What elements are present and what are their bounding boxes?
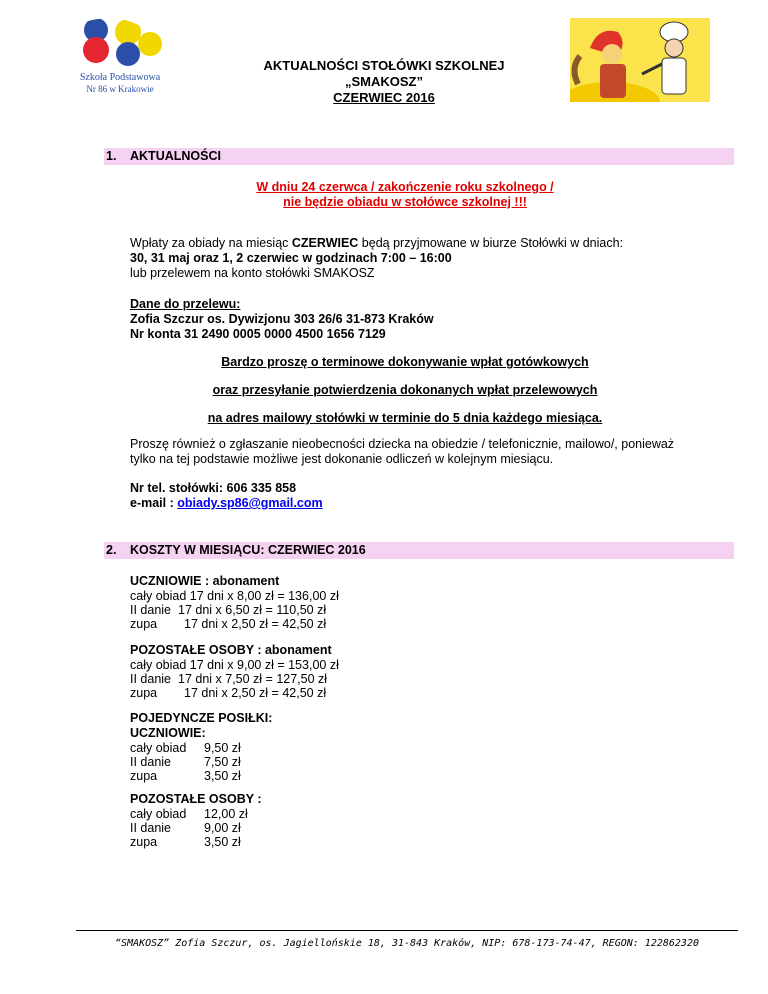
cost-calc: 17 dni x 9,00 zł = 153,00 zł bbox=[189, 658, 339, 672]
price-row bbox=[130, 769, 720, 783]
chef-cartoon-icon bbox=[570, 18, 710, 102]
request-line1: Bardzo proszę o terminowe dokonywanie wpłat gotówkowych bbox=[221, 355, 589, 369]
section-bar-costs bbox=[104, 542, 734, 559]
phone-label: Nr tel. stołówki: 606 335 858 bbox=[130, 481, 297, 495]
notice-line1: W dniu 24 czerwca / zakończenie roku szkolnego / bbox=[256, 180, 554, 194]
cost-calc: 17 dni x 6,50 zł = 110,50 zł bbox=[178, 603, 327, 617]
title-line1: AKTUALNOŚCI STOŁÓWKI SZKOLNEJ bbox=[263, 58, 505, 73]
price-row bbox=[130, 807, 720, 821]
footer-text: “SMAKOSZ” Zofia Szczur, os. Jagiellońskie 18, 31-843 Kraków, NIP: 678-173-74-47, REGON: 122862320 bbox=[115, 938, 699, 949]
section-heading: AKTUALNOŚCI bbox=[130, 149, 221, 163]
email-link[interactable]: obiady.sp86@gmail.com bbox=[177, 496, 323, 510]
request-line3: na adres mailowy stołówki w terminie do 5 dnia każdego miesiąca. bbox=[207, 411, 603, 425]
transfer-name: Zofia Szczur os. Dywizjonu 303 26/6 31-873 Kraków bbox=[130, 312, 434, 326]
price-label: cały obiad bbox=[130, 741, 187, 755]
price-value: 7,50 zł bbox=[204, 755, 241, 769]
cost-label: zupa bbox=[130, 686, 158, 700]
cost-calc: 17 dni x 2,50 zł = 42,50 zł bbox=[184, 686, 327, 700]
email-row bbox=[130, 496, 720, 511]
transfer-heading: Dane do przelewu: bbox=[130, 297, 241, 311]
price-value: 12,00 zł bbox=[204, 807, 248, 821]
cost-calc: 17 dni x 7,50 zł = 127,50 zł bbox=[178, 672, 328, 686]
school-logo bbox=[56, 14, 184, 98]
footer-divider bbox=[76, 930, 738, 931]
absence-line2: tylko na tej podstawie możliwe jest dokonanie odliczeń w kolejnym miesiącu. bbox=[130, 452, 554, 466]
title-line2: „SMAKOSZ” bbox=[345, 74, 423, 89]
school-logo-icon bbox=[56, 14, 184, 98]
price-label: II danie bbox=[130, 821, 172, 835]
notice-line2: nie będzie obiadu w stołówce szkolnej !!! bbox=[283, 195, 527, 209]
payment-month: CZERWIEC bbox=[291, 236, 359, 250]
absence-line1: Proszę również o zgłaszanie nieobecności dziecka na obiedzie / telefonicznie, mailowo/, ponieważ bbox=[130, 437, 675, 451]
cost-label: cały obiad bbox=[130, 658, 187, 672]
request-line2: oraz przesyłanie potwierdzenia dokonanych wpłat przelewowych bbox=[212, 383, 598, 397]
transfer-account: Nr konta 31 2490 0005 0000 4500 1656 7129 bbox=[130, 327, 386, 341]
payment-pre: Wpłaty za obiady na miesiąc bbox=[130, 236, 292, 250]
single-students-heading: UCZNIOWIE: bbox=[130, 726, 206, 740]
cost-calc: 17 dni x 2,50 zł = 42,50 zł bbox=[184, 617, 327, 631]
transfer-details bbox=[130, 297, 720, 342]
page-title bbox=[200, 58, 568, 106]
price-label: II danie bbox=[130, 755, 172, 769]
closing-notice bbox=[130, 180, 680, 210]
logo-text-line1: Szkoła Podstawowa bbox=[79, 72, 161, 83]
cost-calc: 17 dni x 8,00 zł = 136,00 zł bbox=[189, 589, 339, 603]
price-label: cały obiad bbox=[130, 807, 187, 821]
section-bar-news bbox=[104, 148, 734, 165]
students-subscription bbox=[130, 574, 720, 631]
logo-text-line2: Nr 86 w Krakowie bbox=[86, 84, 154, 94]
price-value: 3,50 zł bbox=[204, 769, 241, 783]
single-meals-others bbox=[130, 792, 720, 849]
single-others-heading: POZOSTAŁE OSOBY : bbox=[130, 792, 262, 806]
chef-cartoon bbox=[570, 18, 710, 102]
cost-row bbox=[130, 658, 720, 672]
price-row bbox=[130, 741, 720, 755]
price-row bbox=[130, 821, 720, 835]
section-number: 1. bbox=[106, 149, 117, 163]
price-value: 9,50 zł bbox=[204, 741, 241, 755]
cost-label: cały obiad bbox=[130, 589, 187, 603]
others-subscription bbox=[130, 643, 720, 700]
price-value: 9,00 zł bbox=[204, 821, 241, 835]
absence-info bbox=[130, 437, 720, 467]
section-number: 2. bbox=[106, 543, 117, 557]
price-row bbox=[130, 835, 720, 849]
section-heading: KOSZTY W MIESIĄCU: CZERWIEC 2016 bbox=[130, 543, 366, 557]
email-label: e-mail : bbox=[130, 496, 178, 510]
cost-row bbox=[130, 686, 720, 700]
others-heading: POZOSTAŁE OSOBY : abonament bbox=[130, 643, 332, 657]
payment-transfer: lub przelewem na konto stołówki SMAKOSZ bbox=[130, 266, 375, 280]
title-line3: CZERWIEC 2016 bbox=[333, 90, 435, 105]
price-row bbox=[130, 755, 720, 769]
cost-label: II danie bbox=[130, 603, 172, 617]
cost-row bbox=[130, 589, 720, 603]
students-heading: UCZNIOWIE : abonament bbox=[130, 574, 280, 588]
cost-row bbox=[130, 672, 720, 686]
price-label: zupa bbox=[130, 835, 158, 849]
cost-label: zupa bbox=[130, 617, 158, 631]
price-label: zupa bbox=[130, 769, 158, 783]
cost-row bbox=[130, 617, 720, 631]
cost-row bbox=[130, 603, 720, 617]
payment-post: będą przyjmowane w biurze Stołówki w dniach: bbox=[358, 236, 624, 250]
payment-line bbox=[130, 236, 720, 251]
cost-label: II danie bbox=[130, 672, 172, 686]
contact-info bbox=[130, 481, 720, 511]
payment-info bbox=[130, 236, 720, 281]
single-heading: POJEDYNCZE POSIŁKI: bbox=[130, 711, 273, 725]
payment-dates: 30, 31 maj oraz 1, 2 czerwiec w godzinach 7:00 – 16:00 bbox=[130, 251, 452, 265]
price-value: 3,50 zł bbox=[204, 835, 241, 849]
single-meals-students bbox=[130, 711, 720, 783]
